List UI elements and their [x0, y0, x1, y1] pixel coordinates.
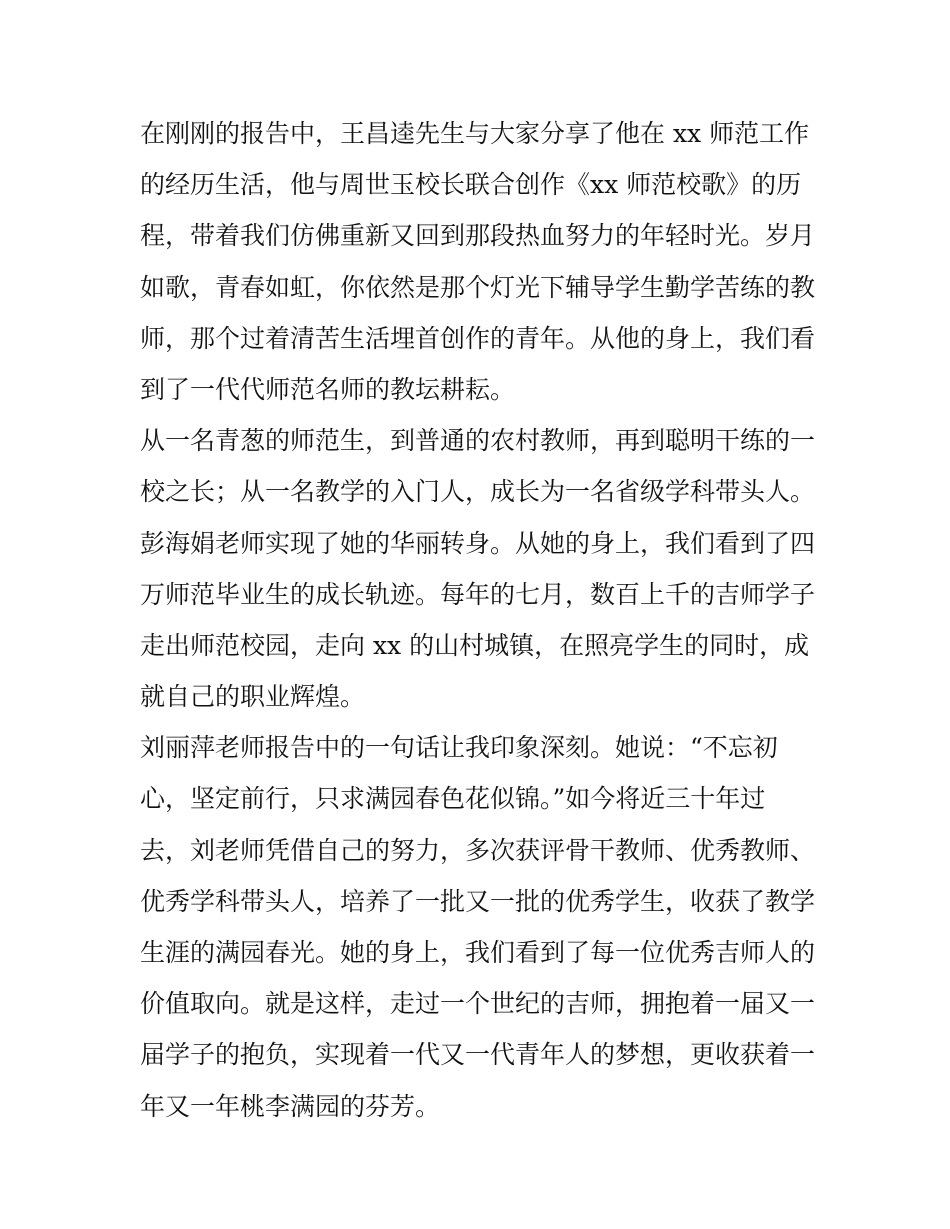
text-line-20: 年又一年桃李满园的芬芳。 — [140, 1091, 441, 1121]
text-line-19: 届学子的抱负，实现着一代又一代青年人的梦想，更收获着一 — [140, 1040, 816, 1070]
text-line-9: 彭海娟老师实现了她的华丽转身。从她的身上，我们看到了四 — [140, 528, 816, 558]
text-line-8: 校之长；从一名教学的入门人，成长为一名省级学科带头人。 — [140, 477, 816, 507]
text-line-10: 万师范毕业生的成长轨迹。每年的七月，数百上千的吉师学子 — [140, 579, 816, 609]
text-line-7: 从一名青葱的师范生，到普通的农村教师，再到聪明干练的一 — [140, 426, 816, 456]
text-line-6: 到了一代代师范名师的教坛耕耘。 — [140, 374, 516, 404]
text-line-5: 师，那个过着清苦生活埋首创作的青年。从他的身上，我们看 — [140, 323, 816, 353]
text-line-2: 的经历生活，他与周世玉校长联合创作《xx 师范校歌》的历 — [140, 170, 802, 200]
text-line-4: 如歌，青春如虹，你依然是那个灯光下辅导学生勤学苦练的教 — [140, 272, 816, 302]
text-line-15: 去，刘老师凭借自己的努力，多次获评骨干教师、优秀教师、 — [140, 835, 816, 865]
text-line-3: 程，带着我们仿佛重新又回到那段热血努力的年轻时光。岁月 — [140, 221, 816, 251]
text-line-14: 心，坚定前行，只求满园春色花似锦。”如今将近三十年过 — [140, 784, 766, 814]
text-line-12: 就自己的职业辉煌。 — [140, 682, 366, 712]
text-line-17: 生涯的满园春光。她的身上，我们看到了每一位优秀吉师人的 — [140, 938, 816, 967]
text-line-18: 价值取向。就是这样，走过一个世纪的吉师，拥抱着一届又一 — [140, 989, 816, 1019]
body-text — [140, 108, 820, 1132]
text-line-1: 在刚刚的报告中，王昌逵先生与大家分享了他在 xx 师范工作 — [140, 119, 810, 148]
text-line-16: 优秀学科带头人，培养了一批又一批的优秀学生，收获了教学 — [140, 886, 816, 916]
text-line-13: 刘丽萍老师报告中的一句话让我印象深刻。她说：“不忘初 — [140, 733, 778, 763]
text-line-11: 走出师范校园，走向 xx 的山村城镇，在照亮学生的同时，成 — [140, 630, 810, 660]
